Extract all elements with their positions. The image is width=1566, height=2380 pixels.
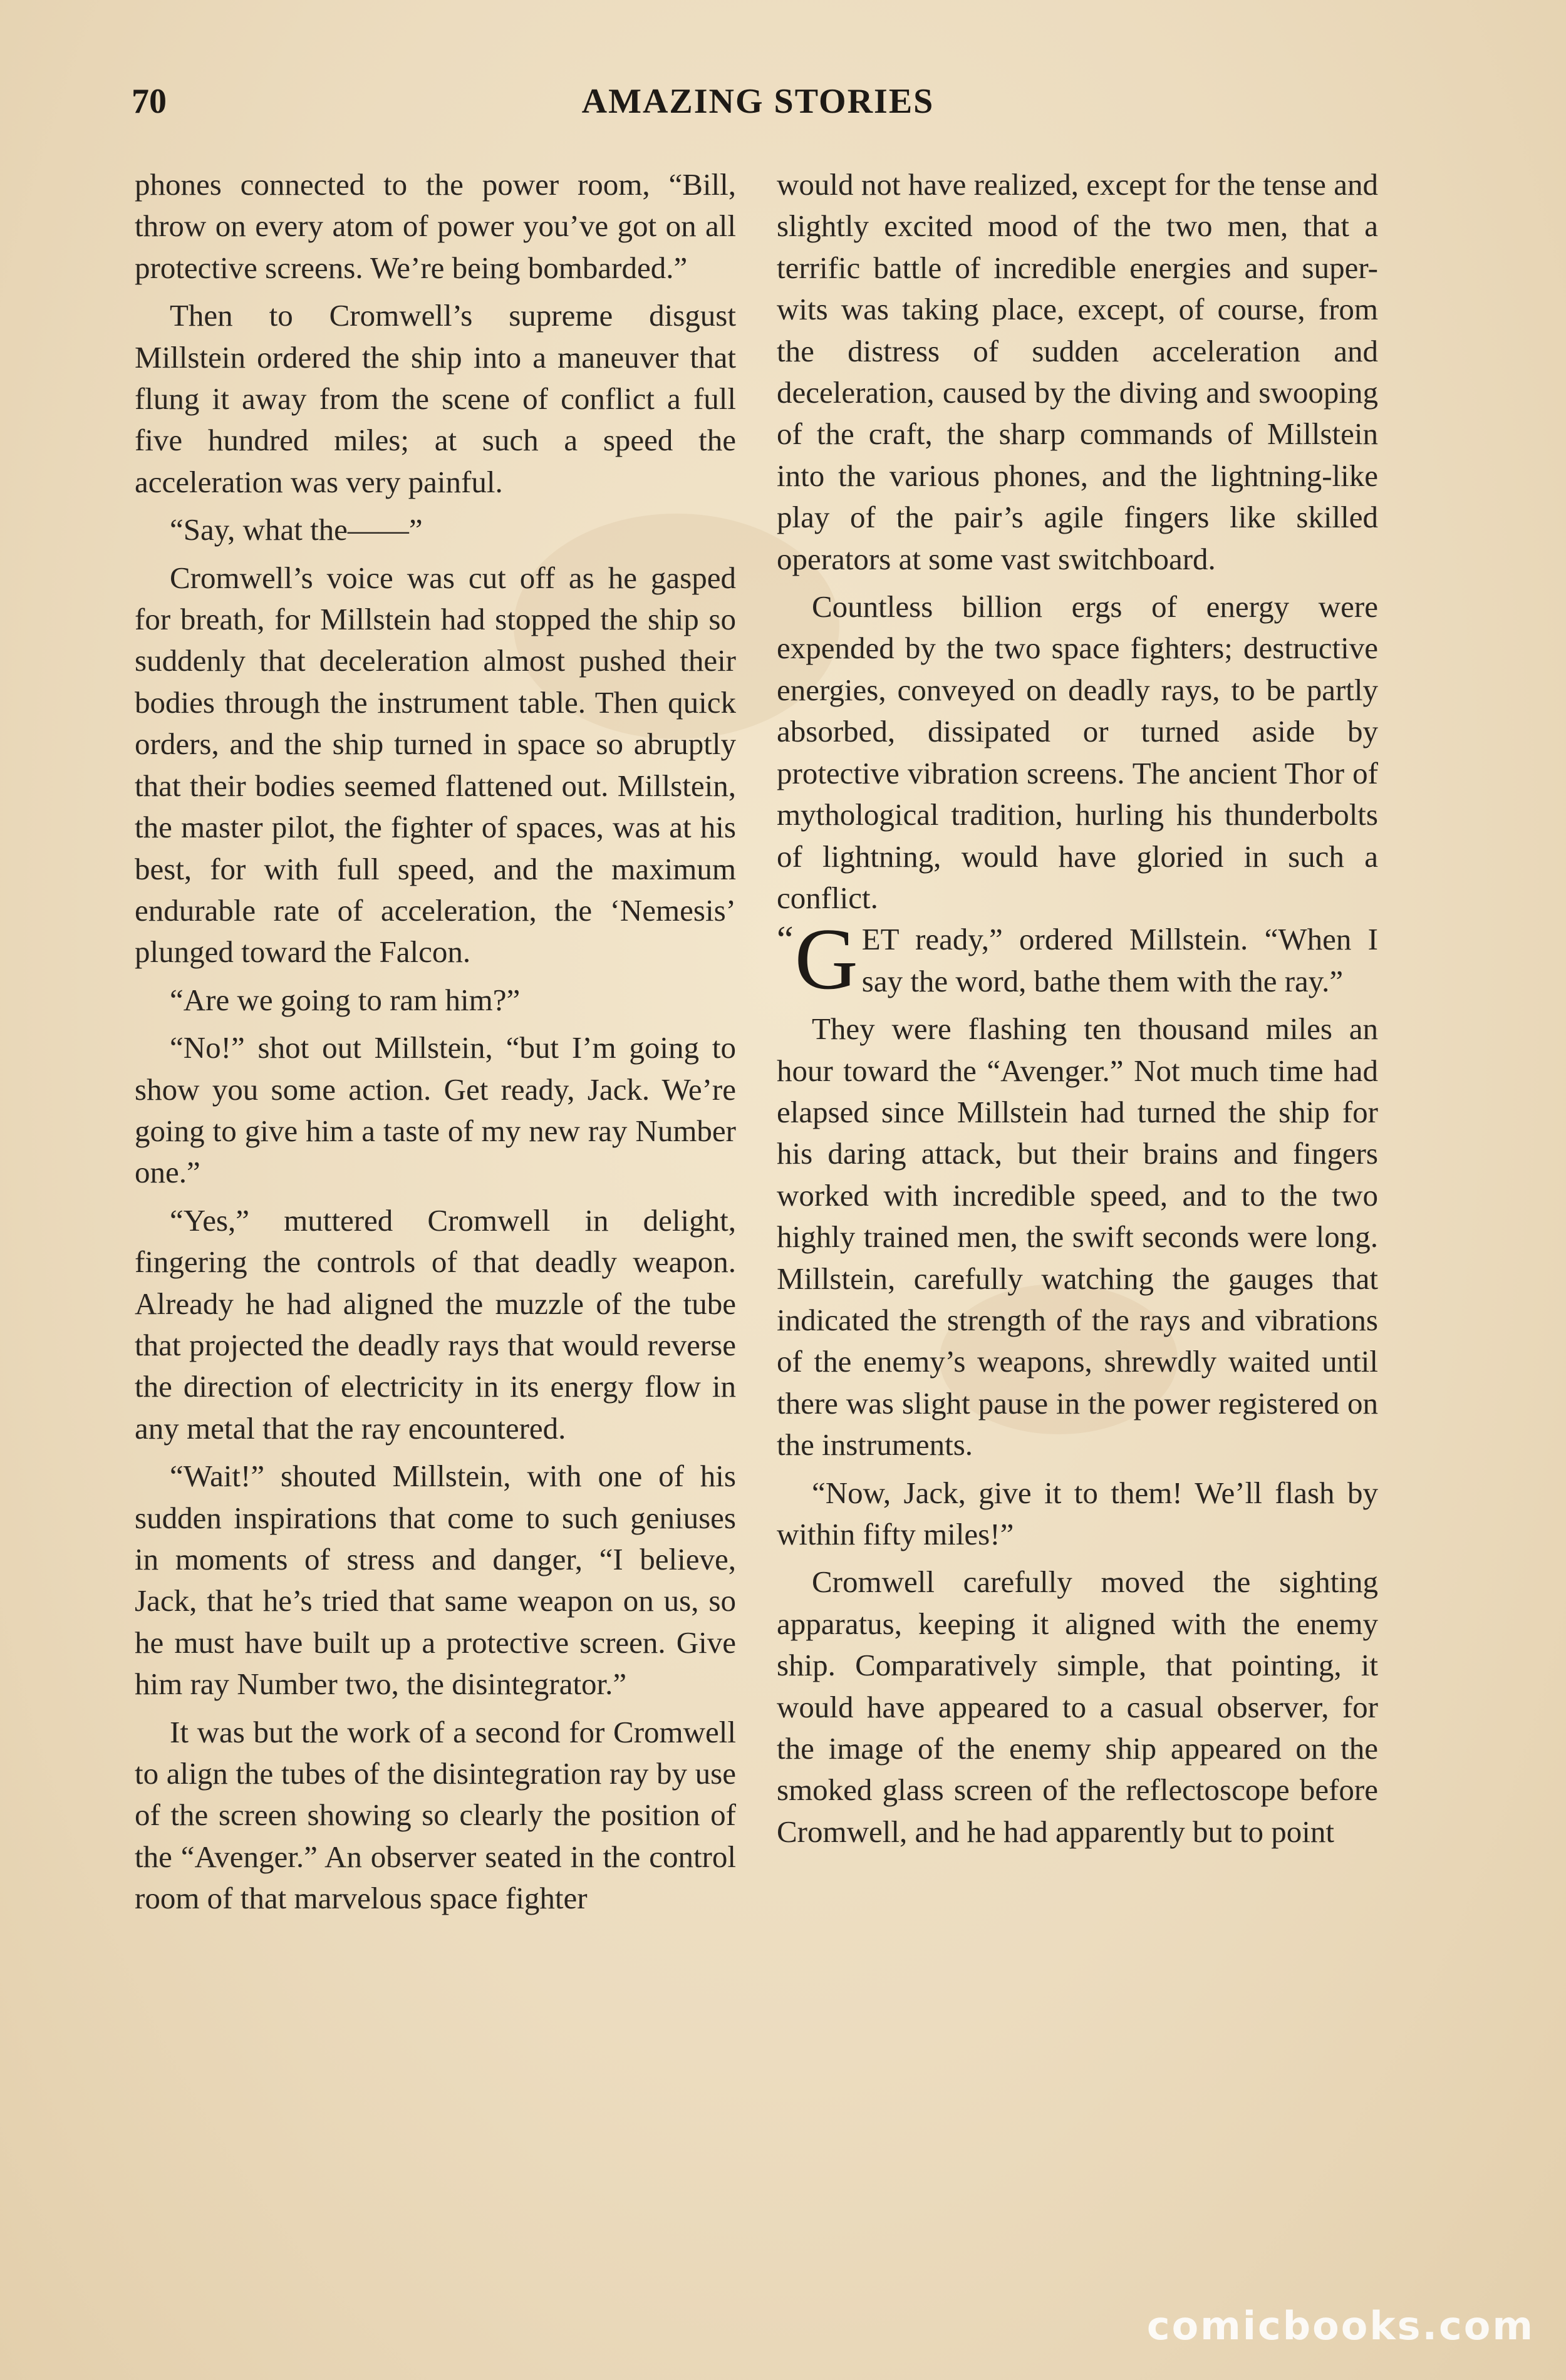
open-quote: “: [777, 919, 794, 961]
paragraph: It was but the work of a second for Cromwell to align the tubes of the disintegration ray by use of the screen showing so clearly the position of the “Avenger.” An observer seated in the control room of that marvelous space fighter: [135, 1714, 736, 1916]
section-opening-paragraph: [777, 911, 1378, 1008]
paragraph: They were flashing ten thousand miles an hour toward the “Avenger.” Not much time had elapsed since Millstein had turned the ship for his daring attack, but their brains and fingers worked with incredible speed, and to the two highly trained men, the swift seconds were long. Millstein, carefully watching the gauges that indicated the strength of the rays and vibrations of the enemy’s weapons, shrewdly waited until there was slight pause in the power registered on the instruments.: [777, 1011, 1378, 1462]
paragraph: “Are we going to ram him?”: [170, 982, 521, 1017]
section-first-text: ET ready,” ordered Millstein. “When I say the word, bathe them with the ray.”: [861, 922, 1378, 998]
paragraph: Cromwell’s voice was cut off as he gasped for breath, for Millstein had stopped the ship so suddenly that deceleration almost pushed their bodies through the instrument table. Then quick orders, and the ship turned in space so abruptly that their bodies seemed flattened out. Millstein, the master pilot, the fighter of spaces, was at his best, for with full speed, and the maximum endurable rate of acceleration, the ‘Nemesis’ plunged toward the Falcon.: [135, 560, 736, 970]
paragraph: phones connected to the power room, “Bill, throw on every atom of power you’ve got on all protective screens. We’re being bombarded.”: [135, 167, 736, 285]
paragraph: “Now, Jack, give it to them! We’ll flash by within fifty miles!”: [777, 1475, 1378, 1551]
paragraph: “Wait!” shouted Millstein, with one of his sudden inspirations that come to such geniuses in moments of stress and danger, “I believe, Jack, that he’s tried that same weapon on us, so he must have built up a protective screen. Give him ray Number two, the disintegrator.”: [135, 1459, 736, 1702]
magazine-title: AMAZING STORIES: [581, 82, 935, 121]
paragraph: Then to Cromwell’s supreme disgust Millstein ordered the ship into a maneuver that flung it away from the scene of conflict a full five hundred miles; at such a speed the acceleration was very painful.: [135, 298, 736, 499]
right-column: [777, 164, 1378, 1853]
page-number: 70: [132, 82, 167, 121]
watermark: comicbooks.com: [1146, 2303, 1535, 2349]
paragraph: Countless billion ergs of energy were expended by the two space fighters; destructive energies, conveyed on deadly rays, to be partly absorbed, dissipated or turned aside by protective vibration screens. The ancient Thor of mythological tradition, hurling his thunderbolts of lightning, would have gloried in such a conflict.: [777, 589, 1378, 915]
paragraph: Cromwell carefully moved the sighting apparatus, keeping it aligned with the enemy ship. Comparatively simple, that pointing, it would have appeared to a casual observer, for the image of the enemy ship appeared on the smoked glass screen of the reflectoscope before Cromwell, and he had apparently but to point: [777, 1565, 1378, 1849]
paragraph: “Say, what the——”: [170, 512, 423, 547]
left-column: [135, 164, 736, 1920]
paragraph: “Yes,” muttered Cromwell in delight, fingering the controls of that deadly weapon. Already he had aligned the muzzle of the tube that projected the deadly rays that would reverse the direction of electricity in its energy flow in any metal that the ray encountered.: [135, 1203, 736, 1446]
paragraph: “No!” shot out Millstein, “but I’m going to show you some action. Get ready, Jack. We’re going to give him a taste of my new ray Number one.”: [135, 1030, 736, 1190]
running-header: [132, 81, 1384, 132]
paragraph: would not have realized, except for the tense and slightly excited mood of the two men, that a terrific battle of incredible energies and super-wits was taking place, except, of course, from the distress of sudden acceleration and deceleration, caused by the diving and swooping of the craft, the sharp commands of Millstein into the various phones, and the lightning-like play of the pair’s agile fingers like skilled operators at some vast switchboard.: [777, 167, 1378, 576]
drop-cap: G: [794, 911, 858, 1008]
